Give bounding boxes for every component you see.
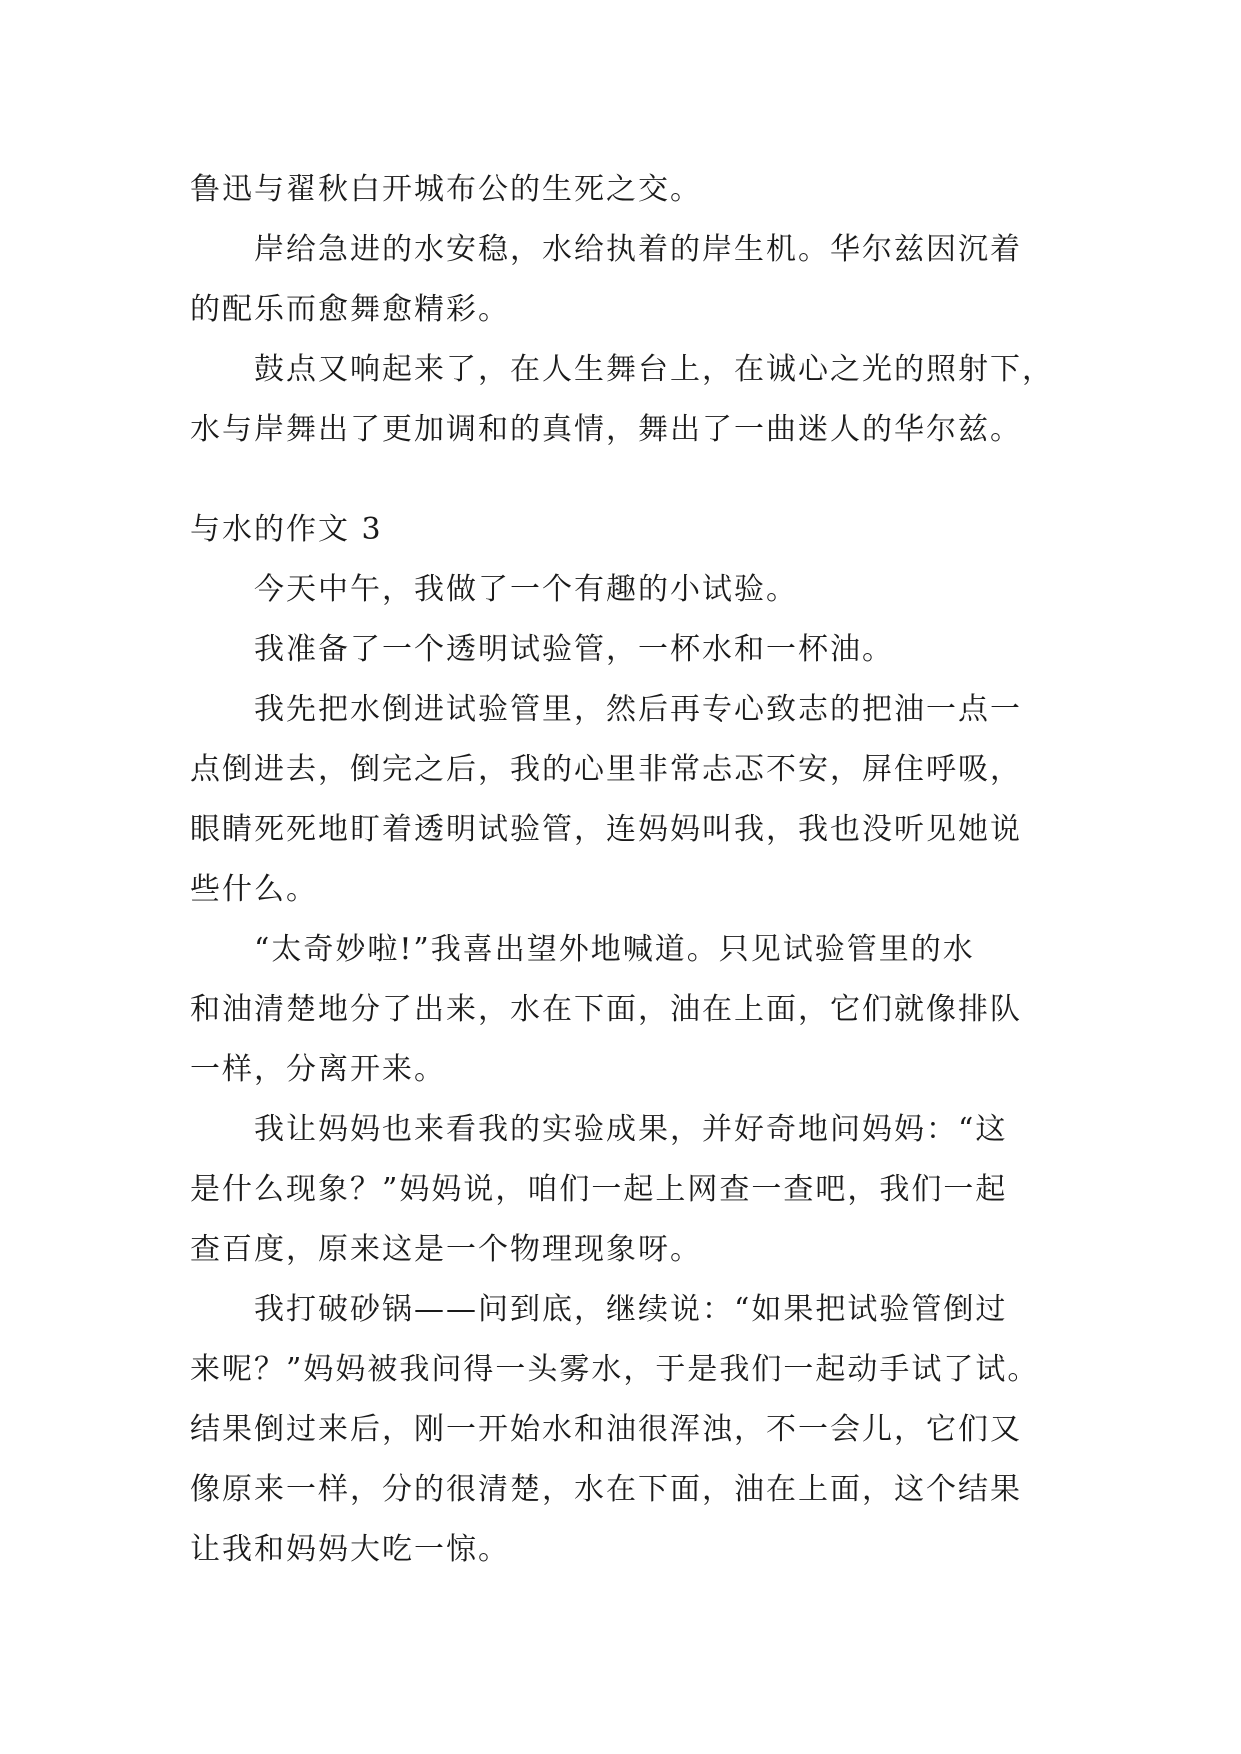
section-gap — [190, 460, 1070, 500]
document-body — [190, 160, 1070, 1580]
paragraph-first-line: 我打破砂锅——问到底，继续说：“如果把试验管倒过 — [254, 1292, 1008, 1327]
text-line: 查百度，原来这是一个物理现象呀。 — [190, 1232, 702, 1267]
text-line: 像原来一样，分的很清楚，水在下面，油在上面，这个结果 — [190, 1472, 1022, 1507]
text-line: 水与岸舞出了更加调和的真情，舞出了一曲迷人的华尔兹。 — [190, 412, 1022, 447]
text-line: 鲁迅与翟秋白开城布公的生死之交。 — [190, 172, 702, 207]
text-line: 是什么现象？”妈妈说，咱们一起上网查一查吧，我们一起 — [190, 1172, 1008, 1207]
paragraph-first-line: 我让妈妈也来看我的实验成果，并好奇地问妈妈：“这 — [254, 1112, 1008, 1147]
paragraph-first-line: 岸给急进的水安稳，水给执着的岸生机。华尔兹因沉着 — [254, 232, 1022, 267]
section-title: 与水的作文 3 — [190, 512, 383, 547]
text-line: 一样，分离开来。 — [190, 1052, 446, 1087]
paragraph-first-line: “太奇妙啦!”我喜出望外地喊道。只见试验管里的水 — [254, 932, 975, 967]
text-line: 来呢？”妈妈被我问得一头雾水，于是我们一起动手试了试。 — [190, 1352, 1040, 1387]
text-line: 的配乐而愈舞愈精彩。 — [190, 292, 510, 327]
text-line: 些什么。 — [190, 872, 318, 907]
text-line: 点倒进去，倒完之后，我的心里非常忐忑不安，屏住呼吸， — [190, 752, 1022, 787]
paragraph-first-line: 我先把水倒进试验管里，然后再专心致志的把油一点一 — [254, 692, 1022, 727]
text-line: 和油清楚地分了出来，水在下面，油在上面，它们就像排队 — [190, 992, 1022, 1027]
text-line: 结果倒过来后，刚一开始水和油很浑浊，不一会儿，它们又 — [190, 1412, 1022, 1447]
text-line: 让我和妈妈大吃一惊。 — [190, 1532, 510, 1567]
paragraph-first-line: 鼓点又响起来了，在人生舞台上，在诚心之光的照射下， — [254, 352, 1054, 387]
paragraph-first-line: 我准备了一个透明试验管，一杯水和一杯油。 — [254, 632, 894, 667]
text-line: 眼睛死死地盯着透明试验管，连妈妈叫我，我也没听见她说 — [190, 812, 1022, 847]
paragraph-first-line: 今天中午，我做了一个有趣的小试验。 — [254, 572, 798, 607]
